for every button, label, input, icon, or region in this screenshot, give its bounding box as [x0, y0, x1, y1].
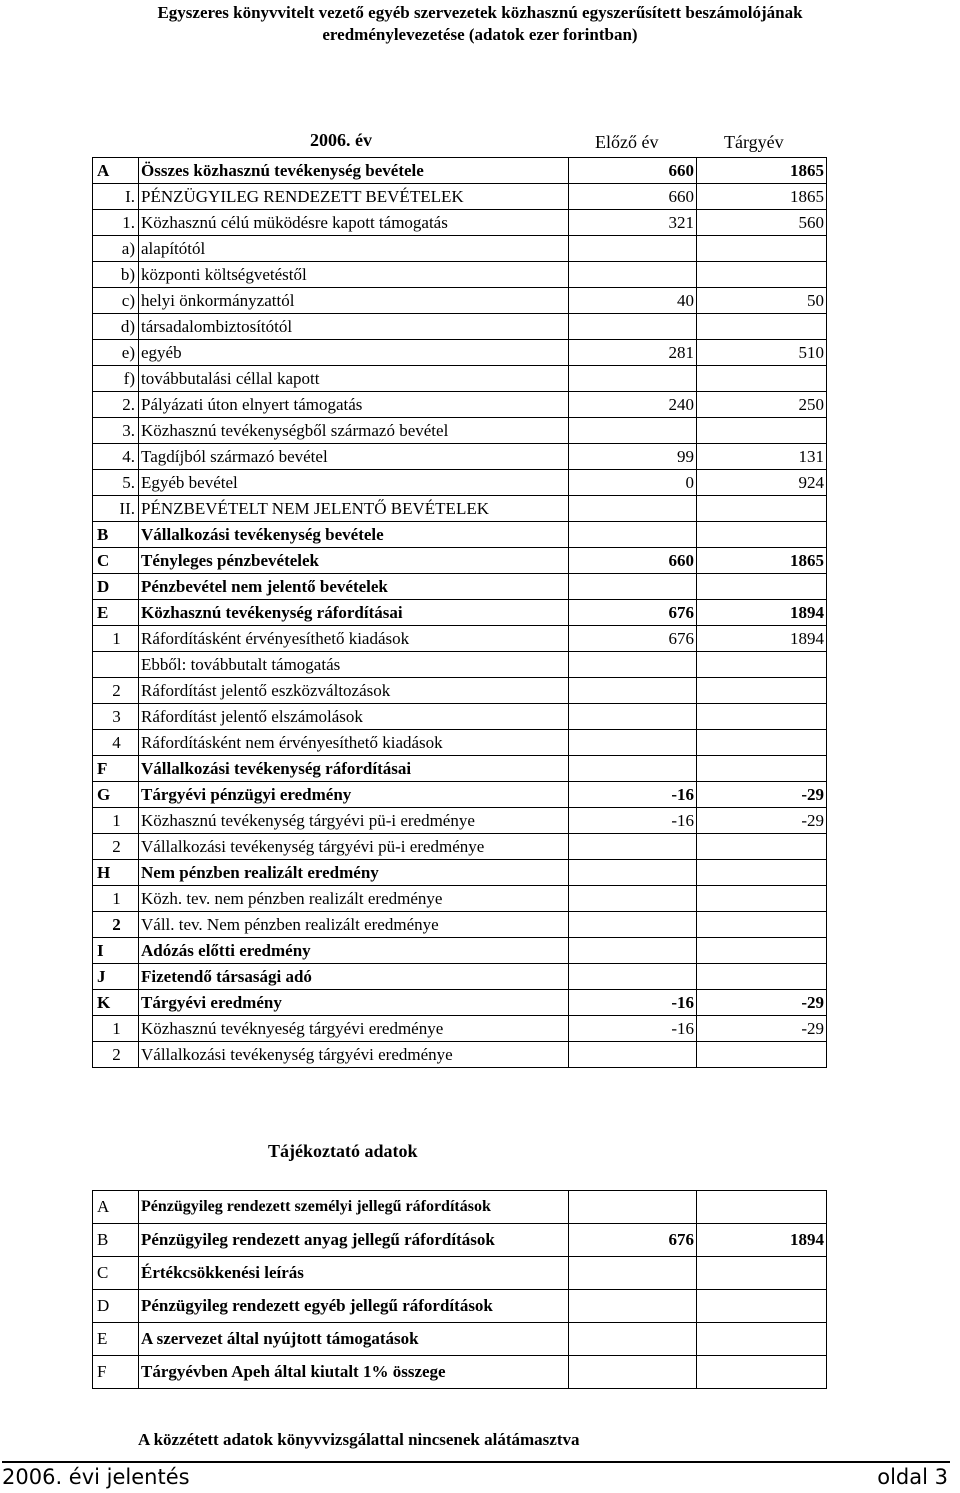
info-prev-value [569, 1290, 697, 1323]
prev-year-value: 0 [569, 470, 697, 496]
row-code: I. [93, 184, 139, 210]
info-table-body [93, 1191, 827, 1389]
prev-year-value [569, 496, 697, 522]
row-code: 1 [93, 1016, 139, 1042]
row-code: K [93, 990, 139, 1016]
row-code: 5. [93, 470, 139, 496]
table-row [93, 834, 827, 860]
row-label: Vállalkozási tevékenység tárgyévi pü-i eredménye [139, 834, 569, 860]
current-year-value [697, 652, 827, 678]
prev-year-value [569, 652, 697, 678]
info-current-value [697, 1191, 827, 1224]
prev-year-value [569, 236, 697, 262]
row-label: egyéb [139, 340, 569, 366]
row-code: 1. [93, 210, 139, 236]
current-year-value: -29 [697, 990, 827, 1016]
row-label: Ebből: továbbutalt támogatás [139, 652, 569, 678]
row-code: 2. [93, 392, 139, 418]
row-label: Közhasznú célú müködésre kapott támogatás [139, 210, 569, 236]
info-code: F [93, 1356, 139, 1389]
info-label: Értékcsökkenési leírás [139, 1257, 569, 1290]
table-row [93, 158, 827, 184]
info-prev-value [569, 1323, 697, 1356]
info-code: A [93, 1191, 139, 1224]
info-prev-value [569, 1356, 697, 1389]
prev-year-value: 40 [569, 288, 697, 314]
prev-year-value: 321 [569, 210, 697, 236]
table-row [93, 418, 827, 444]
info-code: D [93, 1290, 139, 1323]
row-code: II. [93, 496, 139, 522]
prev-year-value [569, 834, 697, 860]
prev-year-value: -16 [569, 808, 697, 834]
current-year-value: 250 [697, 392, 827, 418]
row-label: Vállalkozási tevékenység bevétele [139, 522, 569, 548]
table-row [93, 600, 827, 626]
row-code: 1 [93, 626, 139, 652]
current-year-value: 1894 [697, 600, 827, 626]
table-row [93, 678, 827, 704]
table-row [93, 288, 827, 314]
current-year-value: -29 [697, 1016, 827, 1042]
income-statement-table [92, 157, 827, 1068]
row-code: 1 [93, 808, 139, 834]
row-code: 2 [93, 912, 139, 938]
table-row [93, 210, 827, 236]
prev-year-value [569, 522, 697, 548]
info-label: Tárgyévben Apeh által kiutalt 1% összege [139, 1356, 569, 1389]
table-row [93, 990, 827, 1016]
current-year-value [697, 938, 827, 964]
row-label: Tagdíjból származó bevétel [139, 444, 569, 470]
info-label: A szervezet által nyújtott támogatások [139, 1323, 569, 1356]
row-label: helyi önkormányzattól [139, 288, 569, 314]
current-year-value [697, 964, 827, 990]
current-year-value: 510 [697, 340, 827, 366]
current-year-value [697, 1042, 827, 1068]
prev-year-value [569, 262, 697, 288]
current-year-value [697, 236, 827, 262]
prev-year-value [569, 964, 697, 990]
row-label: társadalombiztosítótól [139, 314, 569, 340]
current-year-value: 50 [697, 288, 827, 314]
year-title: 2006. év [310, 130, 372, 150]
info-row [93, 1257, 827, 1290]
footer-page-number: oldal 3 [877, 1465, 948, 1489]
row-code: f) [93, 366, 139, 392]
info-current-value [697, 1257, 827, 1290]
footer-divider [2, 1461, 950, 1463]
prev-year-value: -16 [569, 782, 697, 808]
prev-year-value: 99 [569, 444, 697, 470]
info-row [93, 1224, 827, 1257]
info-row [93, 1191, 827, 1224]
info-prev-value: 676 [569, 1224, 697, 1257]
info-current-value [697, 1323, 827, 1356]
prev-year-value: -16 [569, 1016, 697, 1042]
prev-year-value [569, 938, 697, 964]
prev-year-value: 676 [569, 626, 697, 652]
row-code: d) [93, 314, 139, 340]
row-code: 3. [93, 418, 139, 444]
row-label: Váll. tev. Nem pénzben realizált eredménye [139, 912, 569, 938]
table-row [93, 340, 827, 366]
row-code: 3 [93, 704, 139, 730]
prev-year-header: Előző év [595, 132, 659, 152]
row-label: Ráfordítást jelentő elszámolások [139, 704, 569, 730]
info-current-value [697, 1356, 827, 1389]
current-year-value [697, 314, 827, 340]
row-code: B [93, 522, 139, 548]
table-row [93, 262, 827, 288]
table-row [93, 1042, 827, 1068]
row-label: Közhasznú tevékenységből származó bevétel [139, 418, 569, 444]
current-year-value: 1865 [697, 184, 827, 210]
prev-year-value [569, 366, 697, 392]
row-label: PÉNZÜGYILEG RENDEZETT BEVÉTELEK [139, 184, 569, 210]
row-code [93, 652, 139, 678]
current-year-value: -29 [697, 808, 827, 834]
row-code: J [93, 964, 139, 990]
header-line-1: Egyszeres könyvvitelt vezető egyéb szervezetek közhasznú egyszerűsített beszámolójának [157, 3, 803, 22]
table-row [93, 912, 827, 938]
table-row [93, 470, 827, 496]
table-row [93, 184, 827, 210]
table-row [93, 730, 827, 756]
row-label: PÉNZBEVÉTELT NEM JELENTŐ BEVÉTELEK [139, 496, 569, 522]
current-year-value [697, 522, 827, 548]
prev-year-value: 676 [569, 600, 697, 626]
table-row [93, 626, 827, 652]
row-code: E [93, 600, 139, 626]
row-label: Közhasznú tevéknyeség tárgyévi eredménye [139, 1016, 569, 1042]
prev-year-value: 240 [569, 392, 697, 418]
table-row [93, 782, 827, 808]
row-label: Pénzbevétel nem jelentő bevételek [139, 574, 569, 600]
info-prev-value [569, 1257, 697, 1290]
prev-year-value [569, 730, 697, 756]
row-label: Közhasznú tevékenység tárgyévi pü-i eredménye [139, 808, 569, 834]
prev-year-value [569, 704, 697, 730]
row-label: Ráfordítást jelentő eszközváltozások [139, 678, 569, 704]
current-year-value [697, 912, 827, 938]
row-code: b) [93, 262, 139, 288]
footer-report-label: 2006. évi jelentés [2, 1465, 190, 1489]
info-prev-value [569, 1191, 697, 1224]
prev-year-value [569, 860, 697, 886]
table-row [93, 964, 827, 990]
info-code: E [93, 1323, 139, 1356]
table-row [93, 652, 827, 678]
row-label: Egyéb bevétel [139, 470, 569, 496]
table-row [93, 756, 827, 782]
row-label: alapítótól [139, 236, 569, 262]
table-row [93, 886, 827, 912]
row-code: 4 [93, 730, 139, 756]
prev-year-value [569, 756, 697, 782]
row-code: D [93, 574, 139, 600]
income-statement-body [93, 158, 827, 1068]
current-year-value [697, 730, 827, 756]
current-year-value [697, 496, 827, 522]
row-code: F [93, 756, 139, 782]
table-row [93, 1016, 827, 1042]
info-label: Pénzügyileg rendezett személyi jellegű ráfordítások [139, 1191, 569, 1224]
row-code: C [93, 548, 139, 574]
info-code: B [93, 1224, 139, 1257]
row-code: 2 [93, 1042, 139, 1068]
table-row [93, 496, 827, 522]
row-label: Összes közhasznú tevékenység bevétele [139, 158, 569, 184]
current-year-value: 560 [697, 210, 827, 236]
info-label: Pénzügyileg rendezett egyéb jellegű ráfordítások [139, 1290, 569, 1323]
page-footer [0, 1464, 960, 1493]
current-year-value [697, 418, 827, 444]
current-year-value: 1865 [697, 158, 827, 184]
row-code: a) [93, 236, 139, 262]
current-year-value: 131 [697, 444, 827, 470]
table-row [93, 808, 827, 834]
info-row [93, 1356, 827, 1389]
table-row [93, 548, 827, 574]
current-year-value: 924 [697, 470, 827, 496]
table-row [93, 314, 827, 340]
current-year-value: 1894 [697, 626, 827, 652]
prev-year-value [569, 314, 697, 340]
prev-year-value: 660 [569, 184, 697, 210]
row-code: H [93, 860, 139, 886]
table-row [93, 444, 827, 470]
column-header-row [92, 130, 826, 157]
row-label: Nem pénzben realizált eredmény [139, 860, 569, 886]
row-label: Közh. tev. nem pénzben realizált eredménye [139, 886, 569, 912]
row-label: Pályázati úton elnyert támogatás [139, 392, 569, 418]
prev-year-value [569, 418, 697, 444]
prev-year-value: 660 [569, 158, 697, 184]
table-row [93, 704, 827, 730]
table-row [93, 522, 827, 548]
document-header [0, 0, 960, 46]
table-row [93, 860, 827, 886]
prev-year-value: 660 [569, 548, 697, 574]
header-line-2: eredménylevezetése (adatok ezer forintban) [322, 25, 638, 44]
row-label: Tényleges pénzbevételek [139, 548, 569, 574]
row-code: 2 [93, 834, 139, 860]
info-title: Tájékoztató adatok [268, 1141, 418, 1161]
current-year-value [697, 860, 827, 886]
table-row [93, 938, 827, 964]
info-row [93, 1323, 827, 1356]
row-label: továbbutalási céllal kapott [139, 366, 569, 392]
info-table [92, 1190, 827, 1389]
info-current-value [697, 1290, 827, 1323]
prev-year-value: 281 [569, 340, 697, 366]
table-row [93, 574, 827, 600]
current-year-value [697, 886, 827, 912]
current-year-value [697, 678, 827, 704]
prev-year-value [569, 574, 697, 600]
row-code: I [93, 938, 139, 964]
current-year-value [697, 574, 827, 600]
row-label: Közhasznú tevékenység ráfordításai [139, 600, 569, 626]
table-row [93, 392, 827, 418]
prev-year-value [569, 886, 697, 912]
current-year-value [697, 704, 827, 730]
current-year-value: -29 [697, 782, 827, 808]
row-label: központi költségvetéstől [139, 262, 569, 288]
current-year-header: Tárgyév [724, 132, 784, 152]
row-code: c) [93, 288, 139, 314]
prev-year-value [569, 912, 697, 938]
row-label: Fizetendő társasági adó [139, 964, 569, 990]
info-label: Pénzügyileg rendezett anyag jellegű ráfordítások [139, 1224, 569, 1257]
table-row [93, 236, 827, 262]
current-year-value [697, 756, 827, 782]
row-label: Tárgyévi eredmény [139, 990, 569, 1016]
current-year-value [697, 262, 827, 288]
table-row [93, 366, 827, 392]
prev-year-value: -16 [569, 990, 697, 1016]
row-code: A [93, 158, 139, 184]
current-year-value [697, 366, 827, 392]
info-current-value: 1894 [697, 1224, 827, 1257]
current-year-value: 1865 [697, 548, 827, 574]
prev-year-value [569, 678, 697, 704]
current-year-value [697, 834, 827, 860]
row-code: 1 [93, 886, 139, 912]
prev-year-value [569, 1042, 697, 1068]
info-code: C [93, 1257, 139, 1290]
row-label: Ráfordításként érvényesíthető kiadások [139, 626, 569, 652]
audit-note: A közzétett adatok könyvvizsgálattal nincsenek alátámasztva [138, 1430, 580, 1449]
row-code: G [93, 782, 139, 808]
row-code: 2 [93, 678, 139, 704]
row-label: Ráfordításként nem érvényesíthető kiadások [139, 730, 569, 756]
info-row [93, 1290, 827, 1323]
row-label: Vállalkozási tevékenység tárgyévi eredménye [139, 1042, 569, 1068]
row-label: Tárgyévi pénzügyi eredmény [139, 782, 569, 808]
row-label: Adózás előtti eredmény [139, 938, 569, 964]
row-code: e) [93, 340, 139, 366]
row-code: 4. [93, 444, 139, 470]
row-label: Vállalkozási tevékenység ráfordításai [139, 756, 569, 782]
